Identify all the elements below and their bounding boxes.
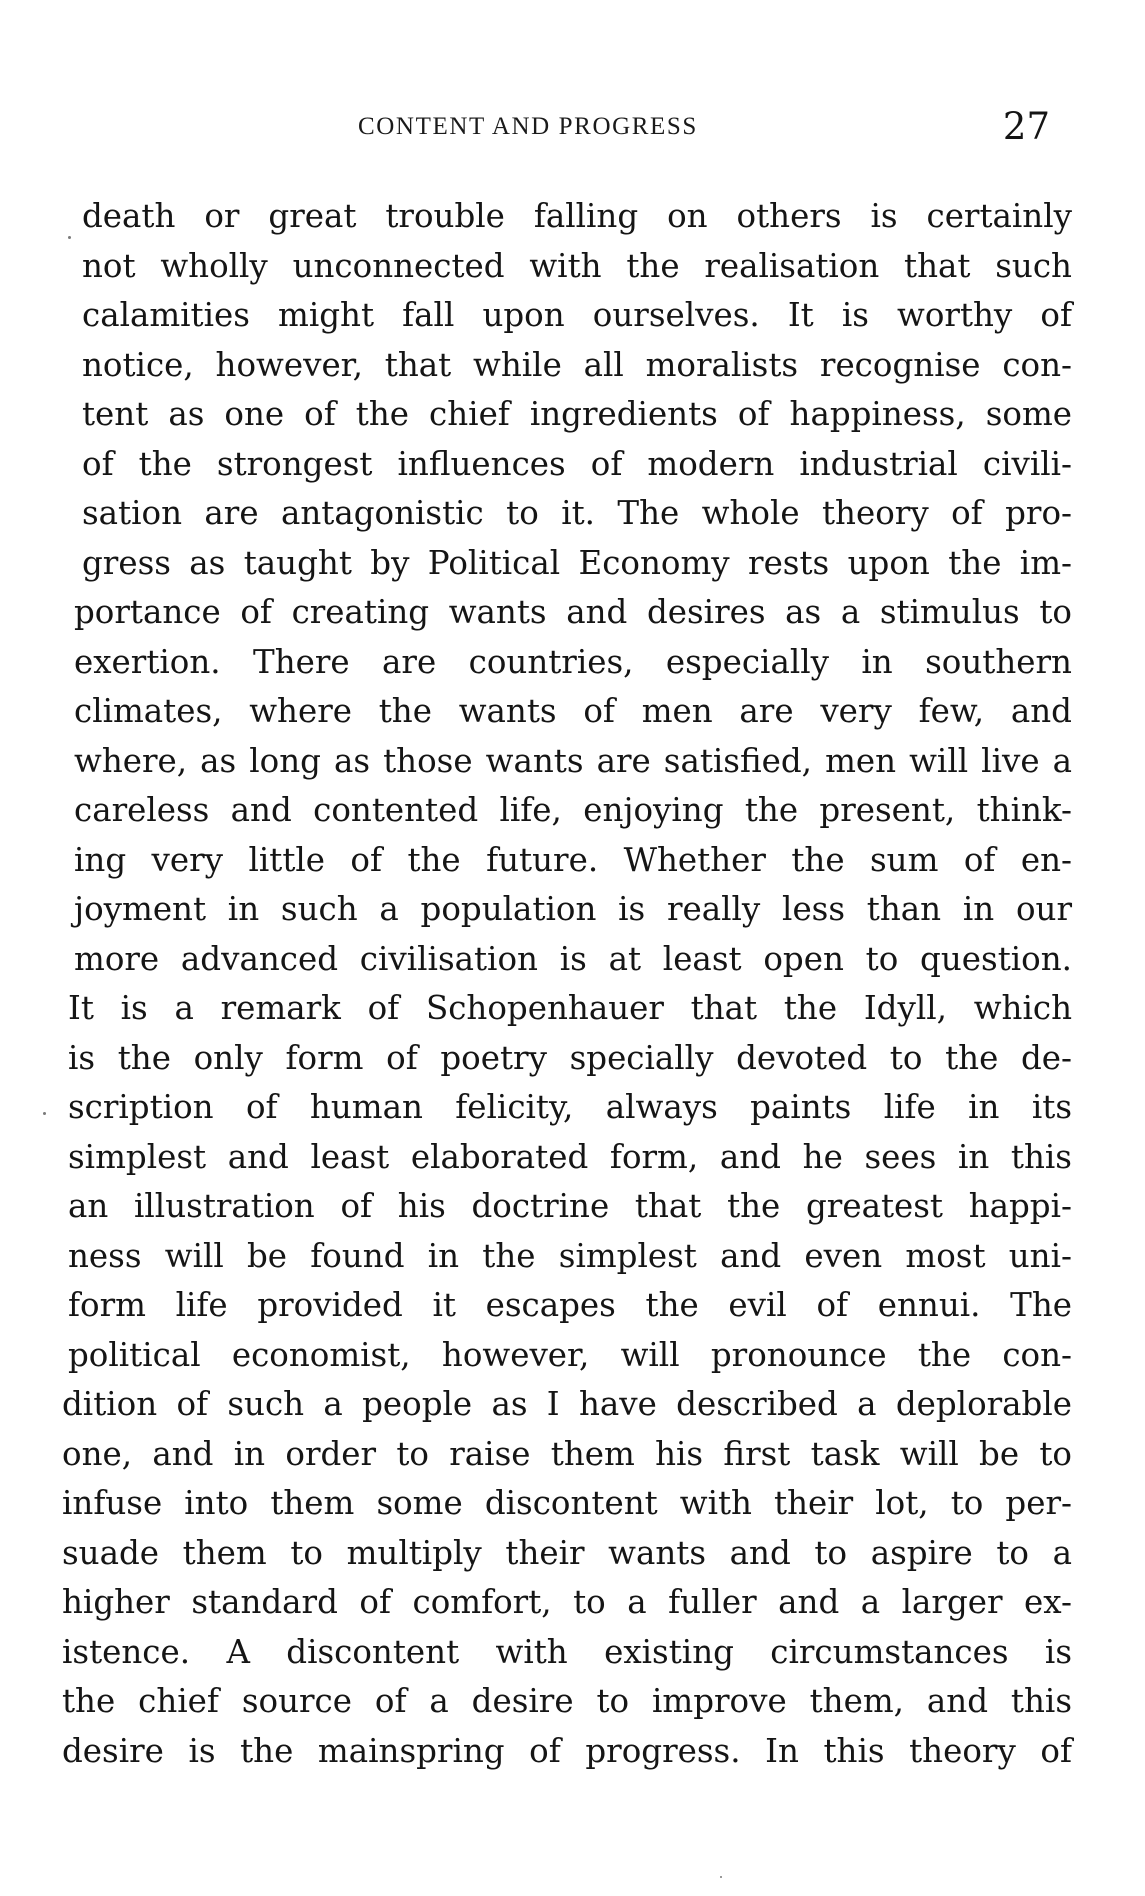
text-line: notice, however, that while all moralists recognise con- bbox=[82, 345, 1072, 384]
page-number: 27 bbox=[1002, 105, 1050, 148]
text-line: istence. A discontent with existing circumstances is bbox=[62, 1632, 1072, 1671]
text-line: not wholly unconnected with the realisation that such bbox=[82, 246, 1072, 285]
text-line: climates, where the wants of men are very few, and bbox=[74, 692, 1072, 730]
text-line: death or great trouble falling on others is certainly bbox=[82, 197, 1072, 235]
text-line: joyment in such a population is really less than in our bbox=[74, 890, 1072, 928]
text-line: political economist, however, will pronounce the con- bbox=[68, 1335, 1072, 1374]
text-line: form life provided it escapes the evil of ennui. The bbox=[68, 1286, 1072, 1324]
text-line: infuse into them some discontent with their lot, to per- bbox=[62, 1484, 1072, 1522]
text-line: one, and in order to raise them his first task will be to bbox=[62, 1434, 1072, 1473]
text-line: an illustration of his doctrine that the greatest happi- bbox=[68, 1187, 1072, 1225]
text-line: simplest and least elaborated form, and he sees in this bbox=[68, 1137, 1072, 1176]
text-line: the chief source of a desire to improve them, and this bbox=[62, 1682, 1072, 1720]
text-line: ing very little of the future. Whether the sum of en- bbox=[74, 840, 1072, 879]
text-line: of the strongest influences of modern industrial civili- bbox=[82, 444, 1072, 483]
text-line: tent as one of the chief ingredients of happiness, some bbox=[82, 395, 1072, 433]
text-line: where, as long as those wants are satisfied, men will live a bbox=[74, 741, 1072, 780]
text-line: suade them to multiply their wants and to aspire to a bbox=[62, 1533, 1072, 1572]
text-line: scription of human felicity, always paints life in its bbox=[68, 1088, 1072, 1126]
running-title: CONTENT AND PROGRESS bbox=[358, 113, 698, 140]
text-line: gress as taught by Political Economy rests upon the im- bbox=[82, 543, 1072, 582]
text-line: ness will be found in the simplest and even most uni- bbox=[68, 1236, 1072, 1275]
text-line: higher standard of comfort, to a fuller and a larger ex- bbox=[62, 1583, 1072, 1621]
text-line: calamities might fall upon ourselves. It is worthy of bbox=[82, 296, 1072, 334]
text-line: sation are antagonistic to it. The whole theory of pro- bbox=[82, 494, 1072, 532]
text-line: is the only form of poetry specially devoted to the de- bbox=[68, 1038, 1072, 1077]
text-line: careless and contented life, enjoying the present, think- bbox=[74, 791, 1072, 829]
text-line: portance of creating wants and desires as a stimulus to bbox=[74, 593, 1072, 631]
text-line: desire is the mainspring of progress. In this theory of bbox=[62, 1731, 1072, 1770]
text-line: exertion. There are countries, especially in southern bbox=[74, 642, 1072, 681]
print-speck bbox=[68, 236, 71, 239]
body-text bbox=[62, 192, 1072, 1776]
text-line: dition of such a people as I have described a deplorable bbox=[62, 1385, 1072, 1423]
running-head bbox=[60, 105, 1060, 155]
print-speck bbox=[720, 1876, 722, 1878]
text-line: more advanced civilisation is at least open to question. bbox=[74, 939, 1072, 978]
print-speck bbox=[43, 1112, 46, 1115]
text-line: It is a remark of Schopenhauer that the Idyll, which bbox=[68, 989, 1072, 1027]
